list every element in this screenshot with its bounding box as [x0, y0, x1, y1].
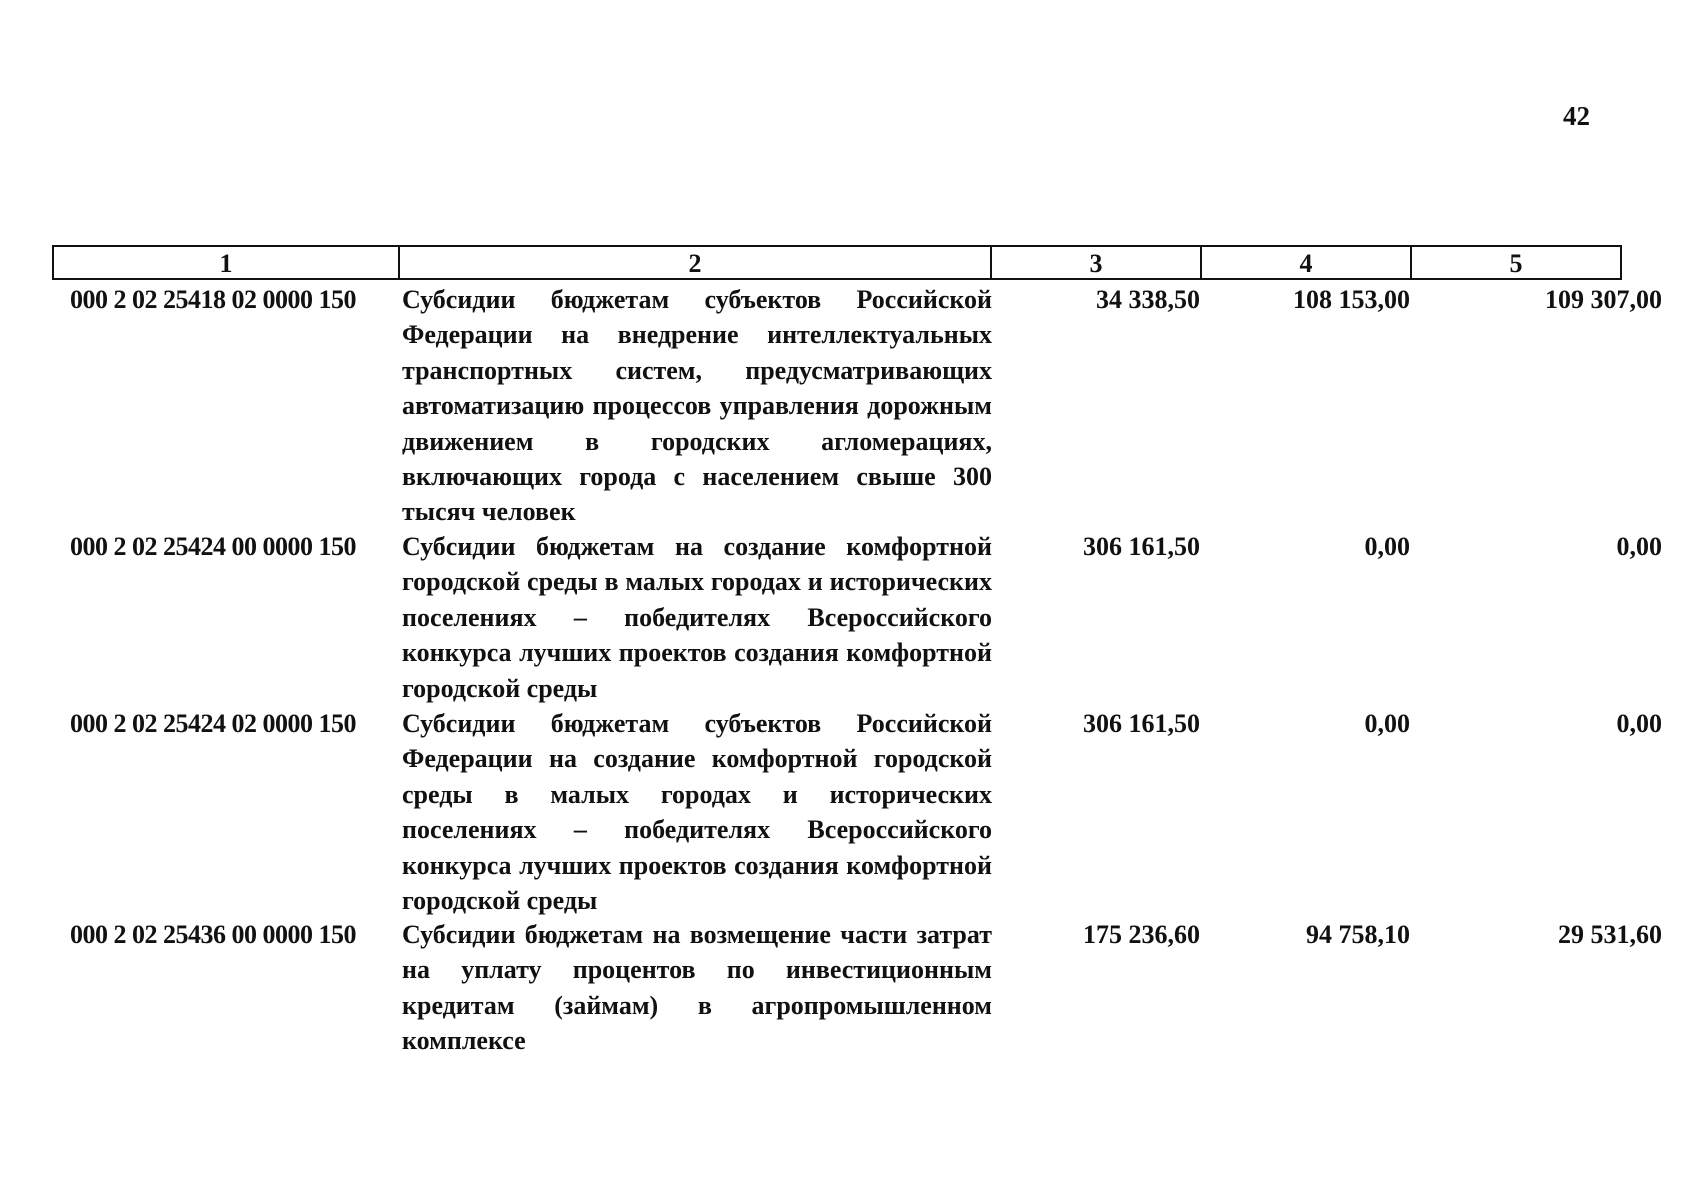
subsidy-description: Субсидии бюджетам на создание комфортной городской среды в малых городах и исторических поселениях – победителях Всероссийского конкурса лучших проектов создания комфортной городской среды — [402, 532, 992, 703]
header-col-4: 4 — [1202, 247, 1412, 278]
amount-col-3: 306 161,50 — [1083, 709, 1200, 738]
page-number: 42 — [1563, 101, 1590, 131]
amount-col-4: 108 153,00 — [1293, 285, 1410, 314]
budget-code: 000 2 02 25424 00 0000 150 — [70, 532, 356, 561]
amount-col-3: 175 236,60 — [1083, 920, 1200, 949]
subsidy-description: Субсидии бюджетам субъектов Российской Федерации на внедрение интеллектуальных транспортных систем, предусматривающих автоматизацию процессов управления дорожным движением в городских агломерациях, включающих города с населением свыше 300 тысяч человек — [402, 285, 992, 527]
header-col-5: 5 — [1509, 249, 1523, 278]
amount-col-3: 306 161,50 — [1083, 532, 1200, 561]
table-header — [52, 245, 1622, 280]
amount-col-4: 0,00 — [1364, 532, 1410, 561]
header-col-3: 3 — [992, 247, 1202, 278]
amount-col-5: 29 531,60 — [1558, 920, 1662, 949]
amount-col-5: 0,00 — [1616, 709, 1662, 738]
subsidy-description: Субсидии бюджетам на возмещение части затрат на уплату процентов по инвестиционным кредитам (займам) в агропромышленном комплексе — [402, 920, 992, 1056]
amount-col-4: 94 758,10 — [1306, 920, 1410, 949]
amount-col-4: 0,00 — [1364, 709, 1410, 738]
header-col-1: 1 — [54, 247, 400, 278]
amount-col-5: 0,00 — [1616, 532, 1662, 561]
budget-code: 000 2 02 25424 02 0000 150 — [70, 709, 356, 738]
budget-code: 000 2 02 25436 00 0000 150 — [70, 920, 356, 949]
header-col-2: 2 — [400, 247, 992, 278]
amount-col-5: 109 307,00 — [1545, 285, 1662, 314]
amount-col-3: 34 338,50 — [1096, 285, 1200, 314]
budget-code: 000 2 02 25418 02 0000 150 — [70, 285, 356, 314]
subsidy-description: Субсидии бюджетам субъектов Российской Федерации на создание комфортной городской среды в малых городах и исторических поселениях – победителях Всероссийского конкурса лучших проектов создания комфортной городской среды — [402, 709, 992, 916]
